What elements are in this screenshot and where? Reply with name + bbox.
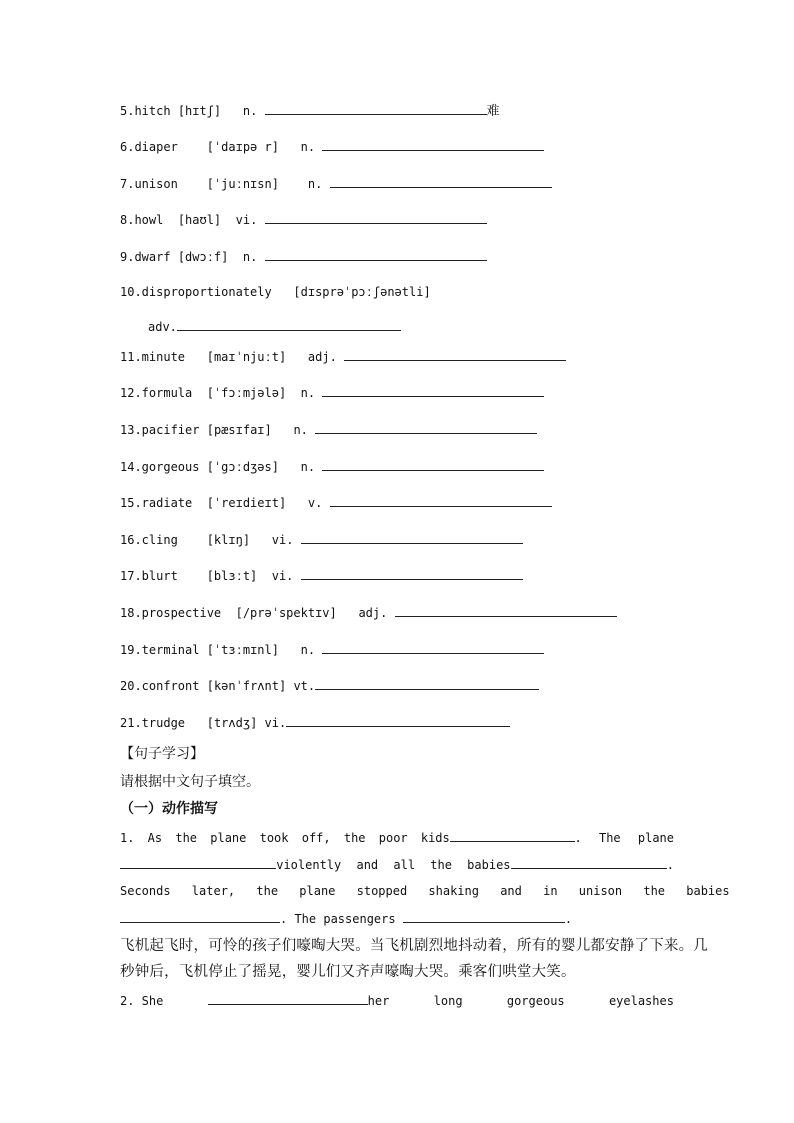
answer-blank[interactable]: [208, 990, 368, 1005]
vocab-item: [120, 602, 617, 622]
sentence-1-translation: 飞机起飞时，可怜的孩子们嚎啕大哭。当飞机剧烈地抖动着，所有的婴儿都安静了下来。几: [120, 938, 708, 954]
vocab-item: [120, 565, 523, 585]
answer-blank[interactable]: [265, 246, 487, 261]
vocab-item: [120, 209, 487, 229]
answer-blank[interactable]: [286, 712, 510, 727]
vocab-word: 20.confront: [120, 679, 200, 693]
sentence-text: .: [564, 912, 573, 926]
sentence-1-line-4: [120, 908, 572, 928]
vocab-item: [120, 382, 544, 402]
sentence-1-line-1: [120, 827, 674, 847]
sentence-text: her: [367, 994, 390, 1008]
vocab-word: 16.cling: [120, 533, 178, 547]
vocab-phonetic: [haʊl]: [177, 213, 222, 227]
vocab-word: 8.howl: [120, 213, 164, 227]
answer-blank[interactable]: [265, 100, 487, 115]
vocab-word: 9.dwarf: [120, 250, 171, 264]
answer-blank[interactable]: [315, 419, 537, 434]
answer-blank[interactable]: [315, 675, 539, 690]
vocab-word: 7.unison: [120, 177, 178, 191]
vocab-word: 18.prospective: [120, 606, 222, 620]
vocab-word: 5.hitch: [120, 104, 171, 118]
vocab-word: 13.pacifier: [120, 423, 200, 437]
sentence-1-translation-cont: 秒钟后，飞机停止了摇晃，婴儿们又齐声嚎啕大哭。乘客们哄堂大笑。: [120, 964, 576, 980]
vocab-item: [120, 246, 487, 266]
answer-blank[interactable]: [450, 827, 575, 842]
vocab-phonetic: [blɜːt]: [206, 569, 258, 583]
vocab-pos: n.: [300, 386, 316, 400]
vocab-word: 12.formula: [120, 386, 193, 400]
vocab-item: [120, 529, 523, 549]
answer-blank[interactable]: [301, 529, 523, 544]
vocab-phonetic: [pæsɪfaɪ]: [206, 423, 272, 437]
vocab-pos: n.: [242, 250, 258, 264]
vocab-item: [120, 712, 510, 732]
sentence-2-line-1: [120, 990, 674, 1010]
vocab-item-continued: [148, 316, 401, 336]
vocab-phonetic: [ˈjuːnɪsn]: [206, 177, 279, 191]
vocab-item: [120, 675, 539, 695]
vocab-pos: vt.: [293, 679, 316, 693]
vocab-phonetic: [maɪˈnjuːt]: [206, 350, 287, 364]
vocab-suffix: 难: [486, 104, 500, 119]
sentence-text: violently and all the babies: [276, 858, 511, 872]
vocab-pos: n.: [242, 104, 258, 118]
sentence-text: eyelashes: [608, 994, 674, 1008]
sentence-text: . The passengers: [280, 912, 396, 926]
sentence-text: . The plane: [574, 831, 674, 845]
vocab-pos: vi.: [271, 533, 294, 547]
sentence-text: .: [666, 858, 674, 872]
vocab-word: 6.diaper: [120, 140, 178, 154]
vocab-pos: n.: [300, 460, 316, 474]
vocab-pos: vi.: [271, 569, 294, 583]
vocab-word: 10.disproportionately: [120, 285, 272, 299]
vocab-word: 11.minute: [120, 350, 186, 364]
vocab-phonetic: [ˈtɜːmɪnl]: [206, 643, 279, 657]
answer-blank[interactable]: [322, 456, 544, 471]
vocab-pos: vi.: [235, 213, 258, 227]
answer-blank[interactable]: [344, 346, 566, 361]
vocab-item: [120, 419, 537, 439]
vocab-phonetic: [/prəˈspektɪv]: [235, 606, 337, 620]
vocab-phonetic: [dɪsprəˈpɔːʃənətli]: [293, 285, 431, 299]
vocab-word: 17.blurt: [120, 569, 178, 583]
vocab-pos: adj.: [358, 606, 388, 620]
vocab-word: 21.trudge: [120, 716, 186, 730]
vocab-phonetic: [ˈreɪdieɪt]: [206, 496, 287, 510]
vocab-phonetic: [kənˈfrʌnt]: [206, 679, 287, 693]
answer-blank[interactable]: [301, 565, 523, 580]
vocab-item: [120, 173, 552, 193]
subsection-title: （一）动作描写: [120, 801, 218, 817]
vocab-pos: v.: [307, 496, 323, 510]
vocab-item: [120, 346, 566, 366]
answer-blank[interactable]: [322, 136, 544, 151]
vocab-pos: adj.: [307, 350, 337, 364]
sentence-text: long: [433, 994, 463, 1008]
sentence-text: 2. She: [120, 994, 164, 1008]
answer-blank[interactable]: [177, 316, 401, 331]
vocab-phonetic: [dwɔːf]: [177, 250, 229, 264]
answer-blank[interactable]: [511, 854, 667, 869]
vocab-phonetic: [ˈfɔːmjələ]: [206, 386, 287, 400]
vocab-phonetic: [klɪŋ]: [206, 533, 251, 547]
answer-blank[interactable]: [395, 602, 617, 617]
sentence-1-line-3: [120, 881, 730, 901]
sentence-1-line-2: [120, 854, 674, 874]
vocab-pos: adv.: [148, 320, 177, 334]
vocab-phonetic: [hɪtʃ]: [177, 104, 222, 118]
vocab-pos: n.: [300, 643, 316, 657]
sentence-text: 1. As the plane took off, the poor kids: [120, 831, 450, 845]
vocab-word: 14.gorgeous: [120, 460, 200, 474]
answer-blank[interactable]: [265, 209, 487, 224]
answer-blank[interactable]: [322, 639, 544, 654]
vocab-pos: vi.: [264, 716, 287, 730]
vocab-item: [120, 136, 544, 156]
vocab-word: 19.terminal: [120, 643, 200, 657]
sentence-text: Seconds later, the plane stopped shaking and in unison the babies: [120, 884, 730, 898]
answer-blank[interactable]: [330, 173, 552, 188]
sentence-text: gorgeous: [506, 994, 565, 1008]
vocab-item: [120, 492, 552, 512]
answer-blank[interactable]: [120, 908, 280, 923]
instruction-text: 请根据中文句子填空。: [120, 774, 260, 790]
vocab-pos: n.: [307, 177, 323, 191]
vocab-pos: n.: [293, 423, 308, 437]
answer-blank[interactable]: [322, 382, 544, 397]
vocab-item: [120, 456, 544, 476]
vocab-phonetic: [ˈgɔːdʒəs]: [206, 460, 279, 474]
vocab-pos: n.: [300, 140, 316, 154]
vocab-item: [120, 100, 500, 120]
vocab-phonetic: [ˈdaɪpə r]: [206, 140, 279, 154]
answer-blank[interactable]: [330, 492, 552, 507]
answer-blank[interactable]: [403, 908, 565, 923]
vocab-phonetic: [trʌdʒ]: [206, 716, 258, 730]
vocab-item: [120, 639, 544, 659]
vocab-word: 15.radiate: [120, 496, 193, 510]
vocab-item: [120, 282, 431, 302]
section-title: 【句子学习】: [120, 746, 204, 762]
answer-blank[interactable]: [120, 854, 276, 869]
